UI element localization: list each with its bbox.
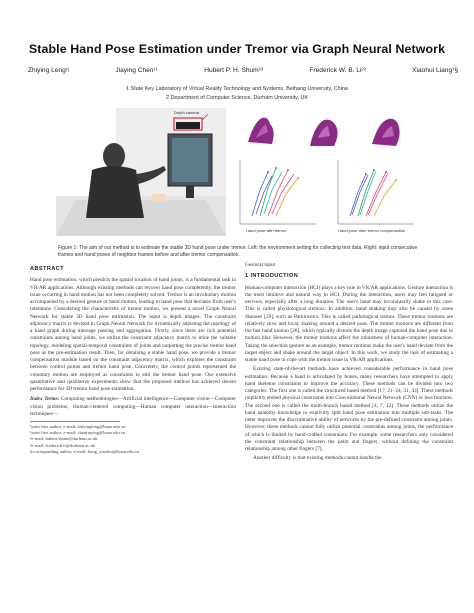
figure-caption: Figure 1: The aim of our method is to estimate the stable 3D hand pose under tremor. Left: the environment setting for collecting test data. Right: input consecutive frames and hand poses of neighbor frames before and after tremor compensation. bbox=[58, 245, 418, 259]
depth-frames bbox=[240, 112, 406, 152]
index-terms bbox=[30, 396, 236, 418]
continuation-text: Gestural input bbox=[245, 262, 276, 268]
affiliation: 1 State Key Laboratory of Virtual Reality Technology and Systems, Beihang University, China bbox=[126, 86, 348, 92]
label-after-compensation: Hand pose after tremor compensation bbox=[338, 228, 406, 233]
abstract-heading: ABSTRACT bbox=[30, 266, 64, 272]
label-with-tremor: Hand pose with tremor bbox=[246, 228, 287, 233]
right-column bbox=[245, 262, 453, 465]
left-column bbox=[30, 262, 236, 455]
skeleton-plot-after-compensation bbox=[338, 160, 414, 224]
author-name: Xiaohui Liang¹§ bbox=[412, 67, 458, 74]
paper-title: Stable Hand Pose Estimation under Tremor via Graph Neural Network bbox=[28, 42, 446, 56]
intro-paragraph: Existing state-of-the-art methods have achieved considerable performance in hand pose estimation. Because a hand is articulated by bones, many researchers have attempted to apply hand skeleton constraints to improve the accuracy. These methods can be divided into two categories. The first one is called the structured based method [17, 21–24, 31, 43]. These methods implicitly embed physical constraints into Convolutional Neural Network (CNN) or loss function. The second one is called the multi-branch based method [4, 7, 12]. These methods utilize the hand anatomy knowledge to explicitly split hand pose estimation into multiple sub-tasks. The latter improves the discriminative ability of networks by the pre-defined constraint among joints. However, these methods cannot fully utilize potential constraints among joints, the performance of which is limited by hand-crafted constraints. For example, some researchers only considered the constraint relationship between the palm and fingers, without defining the constraint relationship among other fingers [7]. bbox=[245, 366, 453, 452]
footnote: ¹joint first author, e-mail: chenjiaying@buaa.edu.cn bbox=[30, 430, 126, 436]
abstract-text: Hand pose estimation, which predicts the spatial location of hand joints, is a fundamental task in VR/AR applications. Although existing methods can recover hand pose competently, the tremor issue occurring in hand motion has not been completely solved. Tremor is an involuntary motion accompanied by a desired gesture or hand motion, leading to hand pose that deviates from user's intentions. Considering the characteristic of tremor motion, we present a novel Graph Neural Network for stable 3D hand pose estimation. The input is depth images. The constraint adjacency matrix is devised in Graph Neural Network for dynamically adjusting the topology of a hand graph during message passing and aggregation. Firstly, since there are rich potential constraints among hand joints, we utilize the constraint adjacency matrix to mine the suitable topology, modeling spatial-temporal constraints of joints and outputting the precise tremor hand pose as the pre-estimation result. Then, for obtaining a stable hand pose, we provide a tremor compensation module based on the constraint adjacency matrix, which explores the constraint between control points and tremor hand pose. Concretely, the control points represented the voluntary motion are employed as constraints to edit the tremor hand pose. Our extensive quantitative and qualitative experiments show that the proposed method has achieved decent performance for 3D tremor hand pose estimation. bbox=[30, 277, 236, 392]
figure-1 bbox=[56, 108, 418, 236]
footnote: §corresponding author, e-mail: liang_xiaohui@buaa.edu.cn bbox=[30, 448, 140, 454]
footnotes bbox=[30, 421, 140, 455]
author-list bbox=[28, 67, 458, 74]
footnote: ²e-mail: hubert.shum@durham.ac.uk bbox=[30, 436, 98, 442]
depth-camera-label: Depth camera bbox=[174, 110, 200, 115]
skeleton-plot-with-tremor bbox=[240, 160, 316, 224]
author-name: Hubert P. H. Shum²³ bbox=[204, 67, 264, 74]
author-name: Zhiying Leng¹ʲ bbox=[28, 67, 70, 74]
introduction-heading: 1 INTRODUCTION bbox=[245, 273, 299, 280]
environment-photo bbox=[56, 108, 226, 236]
intro-paragraph: Human-computer interaction (HCI) plays a key role in VR/AR applications. Gesture interaction is the most intuitive and natural way in HCI. During the interaction, users may feel fatigued or nervous, especially after a long duration. The user's hand may involuntarily shake in this case. This is called physiological tremors. In addition, hand shaking may also be caused by some diseases [29], such as Parkinson's. This is called pathological tremor. These tremor motions are relatively slow and local, shaking around a desired pose. The tremor motions are different from the fast hand motion [26], which typically distorts the depth image captured the hand pose due to motion blur. However, the tremor motions affect the robustness of human-computer interaction. Taking the selection gesture as an example, tremor motions make the user's hand deviate from the target object and shake around the target object. In this work, we study the task of estimating a stable hand pose to cope with the tremor issue in VR/AR applications. bbox=[245, 284, 453, 363]
intro-paragraph: Another difficulty is that existing methods cannot handle the bbox=[253, 455, 382, 462]
author-name: Frederick W. B. Li²³ bbox=[309, 67, 366, 74]
affiliation: 2 Department of Computer Science, Durham University, UK bbox=[166, 95, 308, 101]
index-terms-label: Index Terms: bbox=[30, 396, 60, 403]
author-name: Jiaying Chen¹¹ bbox=[115, 67, 158, 74]
footnote: ³e-mail: frederick.li@durham.ac.uk bbox=[30, 442, 96, 448]
index-terms-text: Computing methodologies—Artificial intelligence—Computer vision—Computer vision problems; Human-centered computing—Human computer interaction—Interaction techniques— bbox=[30, 396, 236, 417]
footnote: ¹joint first author, e-mail: zhiyingleng@buaa.edu.cn bbox=[30, 424, 126, 429]
